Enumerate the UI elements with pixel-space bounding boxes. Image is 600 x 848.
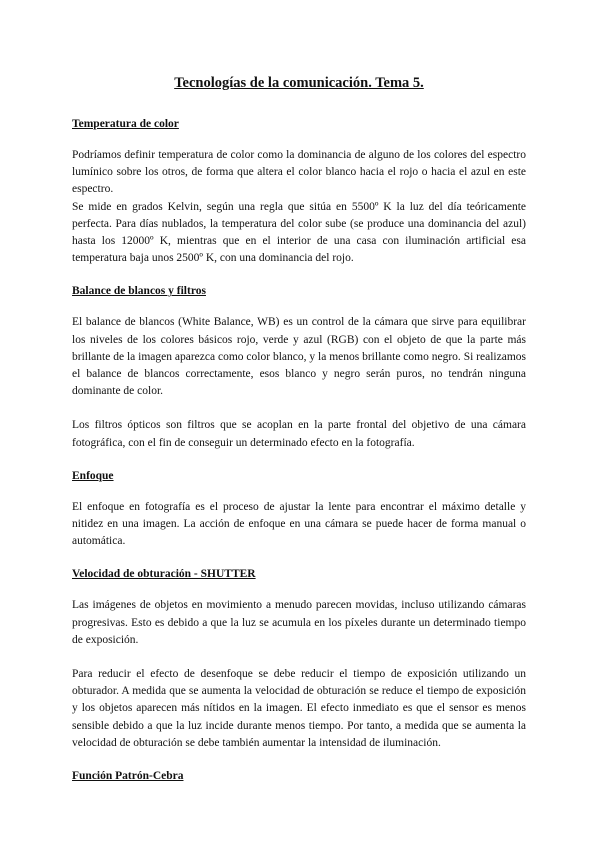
paragraph: El enfoque en fotografía es el proceso de ajustar la lente para encontrar el máximo detalle y nitidez en una imagen. La acción de enfoque en una cámara se puede hacer de forma manual o automática.	[72, 500, 526, 548]
paragraph: Las imágenes de objetos en movimiento a menudo parecen movidas, incluso utilizando cámaras progresivas. Esto es debido a que la luz se acumula en los píxeles durante un determinado tiempo de exposición.	[72, 599, 526, 646]
paragraph: El balance de blancos (White Balance, WB) es un control de la cámara que sirve para equilibrar los niveles de los colores básicos rojo, verde y azul (RGB) con el objeto de que la parte más brillante de la imagen aparezca como color blanco, y la menos brillante como negro. Si realizamos el balance de blancos correctamente, esos blanco y negro serán puros, no tendrán ninguna dominante de color.	[72, 316, 526, 398]
paragraph: Podríamos definir temperatura de color como la dominancia de alguno de los colores del espectro lumínico sobre los otros, de forma que altera el color blanco hacia el rojo o hacia el azul en este espectro.	[72, 149, 526, 196]
paragraph: Los filtros ópticos son filtros que se acoplan en la parte frontal del objetivo de una cámara fotográfica, con el fin de conseguir un determinado efecto en la fotografía.	[72, 419, 526, 449]
section-heading: Velocidad de obturación - SHUTTER	[72, 568, 256, 581]
paragraph: Se mide en grados Kelvin, según una regla que sitúa en 5500º K la luz del día teóricamente perfecta. Para días nublados, la temperatura del color sube (se produce una dominancia del azul) hasta los 12000º K, mientras que en el interior de una casa con iluminación artificial esa temperatura baja unos 2500º K, con una dominancia del rojo.	[72, 200, 526, 265]
section-heading: Balance de blancos y filtros	[72, 285, 206, 298]
section-heading: Enfoque	[72, 469, 114, 482]
document-page	[72, 74, 526, 784]
section-funcion-patron-cebra	[72, 768, 526, 784]
section-balance-de-blancos	[72, 283, 526, 451]
paragraph: Para reducir el efecto de desenfoque se debe reducir el tiempo de exposición utilizando un obturador. A medida que se aumenta la velocidad de obturación se reduce el tiempo de exposición y los objetos aparecen más nítidos en la imagen. El efecto inmediato es que el sensor es menos sensible debido a que la luz incide durante menos tiempo. Por tanto, a medida que se aumenta la velocidad de obturación se debe también aumentar la intensidad de iluminación.	[72, 668, 526, 749]
section-velocidad-de-obturacion	[72, 566, 526, 752]
document-title: Tecnologías de la comunicación. Tema 5.	[174, 75, 424, 91]
section-heading: Función Patrón-Cebra	[72, 770, 184, 783]
section-enfoque	[72, 468, 526, 551]
section-temperatura-de-color	[72, 116, 526, 267]
section-heading: Temperatura de color	[72, 118, 179, 130]
